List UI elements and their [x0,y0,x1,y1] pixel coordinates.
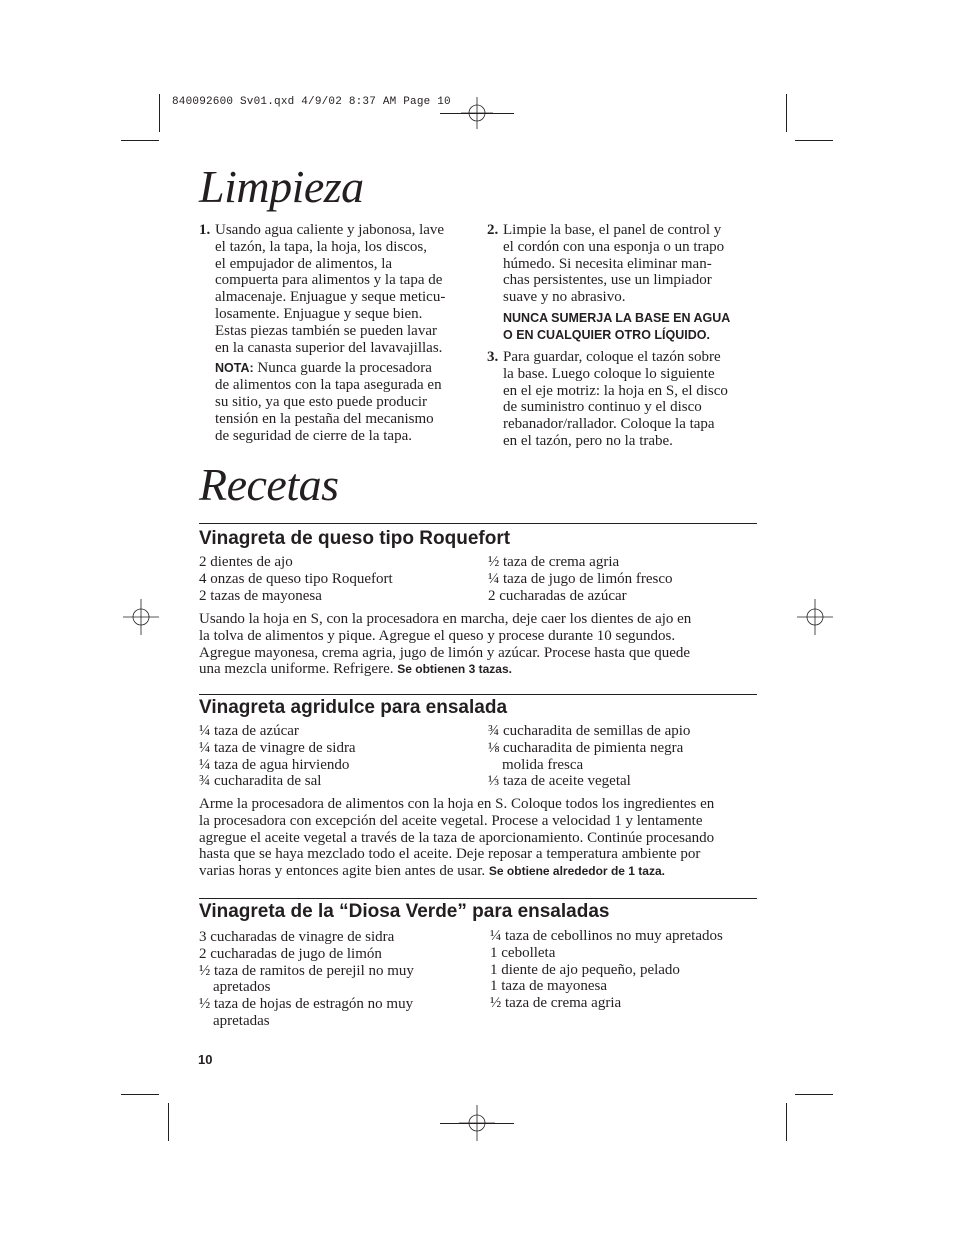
note-label: NOTA: [215,361,254,376]
cleaning-step-1 [199,222,474,444]
crop-mark-bottom-left-h [121,1094,159,1095]
crop-mark-top-left-v [159,94,160,132]
step-line: el empujador de alimentos, la [215,255,393,272]
ingredient: ½ taza de hojas de estragón no muy apretadas [199,996,414,1029]
ingredient: ¼ taza de jugo de limón fresco [488,570,673,587]
ingredient: 1 taza de mayonesa [490,978,608,995]
step-line: compuerta para alimentos y la tapa de [215,272,443,289]
recipe-1-ingredients-right [488,554,758,604]
ingredient: ⅓ taza de aceite vegetal [488,773,631,790]
crop-mark-top-right-h [795,140,833,141]
step-line: de suministro continuo y el disco [503,399,702,416]
step-text [503,222,767,344]
method-last-text: una mezcla uniforme. Refrigere. [199,661,398,678]
ingredient: ¼ taza de agua hirviendo [199,756,350,773]
recipe-3-ingredients-left [199,929,449,1030]
ingredient: ½ taza de crema agria [488,554,620,570]
ingredient: ½ taza de ramitos de perejil no muy apretados [199,962,414,996]
printer-slug: 840092600 Sv01.qxd 4/9/02 8:37 AM Page 10 [172,96,451,108]
step-line: en el tazón, pero no la trabe. [503,432,673,449]
recipe-3-rule [199,898,757,899]
step-number: 1. [199,222,211,238]
crop-mark-bottom-right-h [795,1094,833,1095]
registration-mark-left-icon [123,599,159,635]
recipes-title: Recetas [199,459,339,510]
ingredient: 2 tazas de mayonesa [199,587,322,604]
cleaning-step-2 [487,222,767,344]
method-line: Agregue mayonesa, crema agria, jugo de limón y azúcar. Procese hasta que quede [199,644,691,661]
ingredient: ¼ taza de cebollinos no muy apretados [490,928,723,944]
recipe-3-ingredients-right [490,928,760,1012]
method-last-text: varias horas y entonces agite bien antes de usar. [199,863,489,880]
step-line: Estas piezas también se pueden lavar [215,322,437,339]
crop-mark-top-left-h [121,140,159,141]
method-line: Arme la procesadora de alimentos con la hoja en S. Coloque todos los ingredientes en [199,796,715,812]
recipe-1-yield: Se obtienen 3 tazas. [397,662,512,677]
step-text [215,222,474,444]
method-line: hasta que se haya mezclado todo el aceite. Deje reposar a temperatura ambiente por [199,846,701,863]
crop-mark-bottom-left-v [168,1103,169,1141]
ingredient: ½ taza de crema agria [490,995,622,1012]
method-line: agregue el aceite vegetal a través de la taza de aporcionamiento. Continúe procesando [199,829,715,846]
ingredient: ¼ taza de vinagre de sidra [199,739,356,756]
step-number: 2. [487,222,499,238]
recipe-1-title: Vinagreta de queso tipo Roquefort [199,528,511,549]
registration-mark-right-icon [797,599,833,635]
recipe-2-method [199,796,759,880]
note-first-line: Nunca guarde la procesadora [253,360,432,377]
ingredient: 2 cucharadas de jugo de limón [199,945,382,962]
step-line: losamente. Enjuague y seque bien. [215,305,423,322]
ingredient: 2 dientes de ajo [199,554,293,570]
step-line: el tazón, la tapa, la hoja, los discos, [215,238,428,255]
step-line: la base. Luego coloque lo siguiente [503,365,715,382]
step-line: Para guardar, coloque el tazón sobre [503,349,721,365]
warning-line: O EN CUALQUIER OTRO LÍQUIDO. [503,327,710,342]
ingredient: ¼ taza de azúcar [199,723,299,739]
crop-mark-bottom-right-v [786,1103,787,1141]
ingredient: 2 cucharadas de azúcar [488,587,627,604]
recipe-2-title: Vinagreta agridulce para ensalada [199,697,508,718]
ingredient: ¾ cucharadita de semillas de apio [488,723,691,739]
page-number: 10 [198,1052,213,1067]
step-line: en la canasta superior del lavavajillas. [215,339,443,356]
note-line: de alimentos con la tapa asegurada en [215,377,442,394]
recipe-2-yield: Se obtiene alrededor de 1 taza. [488,864,665,879]
recipe-1-method [199,611,759,678]
registration-line-top [440,113,514,114]
recipe-3-title: Vinagreta de la “Diosa Verde” para ensaladas [199,901,610,922]
cleaning-title: Limpieza [199,161,364,212]
step-line: rebanador/rallador. Coloque la tapa [503,416,715,433]
step-text [503,349,767,450]
step-line: el cordón con una esponja o un trapo [503,238,725,255]
method-line [199,661,759,678]
warning-line: NUNCA SUMERJA LA BASE EN AGUA [503,310,731,325]
step-line: Limpie la base, el panel de control y [503,222,722,238]
registration-line-bottom [440,1123,514,1124]
note [215,360,474,377]
recipe-2-rule [199,694,757,695]
cleaning-step-3 [487,349,767,450]
ingredient: ⅛ cucharadita de pimienta negra molida fresca [488,739,684,773]
ingredient: 1 cebolleta [490,944,556,961]
method-line: Usando la hoja en S, con la procesadora en marcha, deje caer los dientes de ajo en [199,611,692,627]
note-line: tensión en la pestaña del mecanismo [215,410,434,427]
recipe-1-ingredients-left [199,554,479,604]
step-line: húmedo. Si necesita eliminar man- [503,255,712,272]
ingredient: 1 diente de ajo pequeño, pelado [490,961,680,978]
step-line: en el eje motriz: la hoja en S, el disco [503,382,728,399]
step-line: Usando agua caliente y jabonosa, lave [215,222,445,238]
method-line: la procesadora con excepción del aceite vegetal. Procese a velocidad 1 y lentamente [199,812,703,829]
ingredient: 3 cucharadas de vinagre de sidra [199,929,395,945]
note-line: de seguridad de cierre de la tapa. [215,427,412,444]
step-line: suave y no abrasivo. [503,289,626,306]
recipe-1-rule [199,523,757,524]
recipe-2-ingredients-left [199,723,479,790]
step-line: chas persistentes, use un limpiador [503,272,712,289]
ingredient: 4 onzas de queso tipo Roquefort [199,570,393,587]
crop-mark-top-right-v [786,94,787,132]
recipe-2-ingredients-right [488,723,720,790]
ingredient: ¾ cucharadita de sal [199,773,322,790]
step-line: almacenaje. Enjuague y seque meticu- [215,289,446,306]
method-line [199,863,759,880]
method-line: la tolva de alimentos y pique. Agregue el queso y procese durante 10 segundos. [199,627,676,644]
step-number: 3. [487,349,499,365]
note-line: su sitio, ya que esto puede producir [215,393,428,410]
